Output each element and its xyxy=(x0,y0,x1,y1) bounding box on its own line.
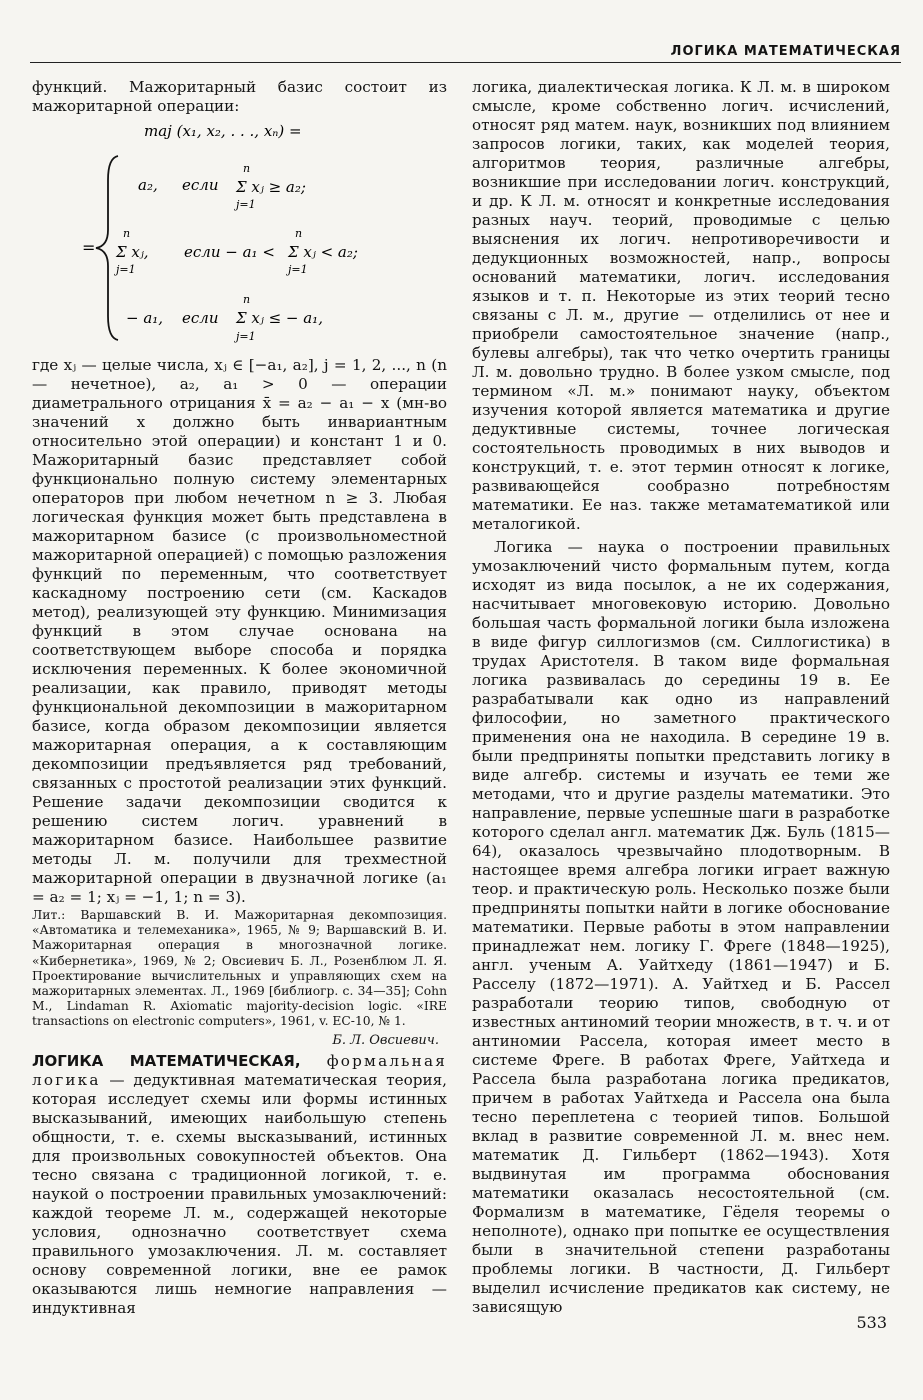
case3-condition: если xyxy=(182,309,219,327)
running-header xyxy=(30,36,901,63)
case1-sum-lower: j=1 xyxy=(236,198,256,211)
formula-drawing xyxy=(32,120,447,350)
case1-sum: Σ xⱼ ≥ a₂; xyxy=(236,178,306,196)
left-column xyxy=(32,78,447,1318)
case1-value: a₂, xyxy=(138,176,158,194)
case2-sum-lower-b: j=1 xyxy=(288,263,308,276)
majority-formula xyxy=(32,120,447,350)
case3-sum: Σ xⱼ ≤ − a₁, xyxy=(236,309,323,327)
running-header-title: ЛОГИКА МАТЕМАТИЧЕСКАЯ xyxy=(670,44,901,59)
article-author: Б. Л. Овсиевич. xyxy=(332,1032,439,1048)
entry-paragraph xyxy=(32,1052,447,1318)
entry-title: ЛОГИКА МАТЕМАТИЧЕСКАЯ, xyxy=(32,1051,301,1070)
case2-value: Σ xⱼ, xyxy=(116,243,149,261)
case2-sum-upper-b: n xyxy=(295,227,303,240)
case3-sum-lower: j=1 xyxy=(236,330,256,343)
formula-lhs: maj (x₁, x₂, . . ., xₙ) = xyxy=(144,122,302,140)
formula-equals: = xyxy=(82,238,96,257)
entry-alias: формальная логика xyxy=(32,1051,447,1089)
right-paragraph-1: логика, диалектическая логика. К Л. м. в широком смысле, кроме собственно логич. исчислений, относят ряд матем. наук, возникших под влиянием запросов логики, таких, как моделей теория, алгоритмов теория, различные алгебры, возникшие при исследовании логич. конструкций, и др. К Л. м. относят и конкретные исследования разных науч. теорий, проводимые с целью выяснения их логич. непротиворечивости и дедукционных возможностей, напр., вопросы оснований математики, логич. исследования языков и т. п. Некоторые из этих теорий тесно связаны с Л. м., другие — отделились от нее и приобрели самостоятельное значение (напр., булевы алгебры), так что четко очертить границы Л. м. довольно трудно. В более узком смысле, под термином «Л. м.» понимают науку, объектом изучения которой является математика и другие дедуктивные системы, точнее логическая состоятельность проводимых в них выводов и конструкций, т. е. этот термин относят к логике, развивающейся сообразно потребностям математики. Ее наз. также метаматематикой или металогикой. xyxy=(472,78,890,533)
case2-condition: если − a₁ < xyxy=(184,243,275,261)
case2-sum-upper-a: n xyxy=(123,227,131,240)
page-number: 533 xyxy=(856,1313,887,1332)
literature-references: Лит.: Варшавский В. И. Мажоритарная декомпозиция. «Автоматика и телемеханика», 1965, № 9; Варшавский В. И. Мажоритарная операция в многозначной логике. «Кибернетика», 1969, № 2; Овсиевич Б. Л., Розенблюм Л. Я. Проектирование вычислительных и управляющих схем на мажоритарных элементах. Л., 1969 [библиогр. с. 34—35]; Cohn M., Lindaman R. Axiomatic majority-decision logic. «IRE transactions on electronic computers», 1961, v. EC-10, № 1. xyxy=(32,908,447,1029)
entry-text: — дедуктивная математическая теория, которая исследует схемы или формы истинных высказываний, имеющих наибольшую степень общности, т. е. схемы высказываний, истинных для произвольных совокупностей объектов. Она тесно связана с традиционной логикой, т. е. наукой о построении правильных умозаключений: каждой теореме Л. м., содержащей некоторые условия, однозначно соответствует схема правильного умозаключения. Л. м. составляет основу современной логики, вне ее рамок оказываются лишь немногие направления — индуктивная xyxy=(32,1070,447,1317)
case2-sum-lower-a: j=1 xyxy=(116,263,136,276)
formula-brace xyxy=(96,156,118,340)
case3-value: − a₁, xyxy=(126,309,164,327)
case1-sum-upper: n xyxy=(243,162,251,175)
intro-text: функций. Мажоритарный базис состоит из мажоритарной операции: xyxy=(32,78,447,115)
case3-sum-upper: n xyxy=(243,293,251,306)
right-paragraph-2: Логика — наука о построении правильных умозаключений чисто формальным путем, когда исходят из вида посылок, а не их содержания, насчитывает многовековую историю. Довольно большая часть формальной логики была изложена в виде фигур силлогизмов (см. Силлогистика) в трудах Аристотеля. В таком виде формальная логика развивалась до середины 19 в. Ее разрабатывали как одно из направлений философии, но заметного практического применения она не находила. В середине 19 в. были предприняты попытки представить логику в виде алгебр. системы и изучать ее теми же методами, что и другие разделы математики. Это направление, первые успешные шаги в разработке которого сделал англ. математик Дж. Буль (1815—64), оказалось чрезвычайно плодотворным. В настоящее время алгебра логики играет важную теор. и практическую роль. Несколько позже были предприняты попытки найти в логике обоснование математики. Первые работы в этом направлении принадлежат нем. логику Г. Фреге (1848—1925), англ. ученым А. Уайтхеду (1861—1947) и Б. Расселу (1872—1971). А. Уайтхед и Б. Рассел разработали теорию типов, свободную от известных антиномий теории множеств, в т. ч. и от антиномии Рассела, которая имеет место в системе Фреге. В работах Фреге, Уайтхеда и Рассела была разработана логика предикатов, причем в работах Уайтхеда и Рассела она была тесно переплетена с теорией типов. Большой вклад в развитие современной Л. м. внес нем. математик Д. Гильберт (1862—1943). Хотя выдвинутая им программа обоснования математики оказалась несостоятельной (см. Формализм в математике, Гёделя теоремы о неполноте), однако при попытке ее осуществления были в значительной степени разработаны проблемы логики. В частности, Д. Гильберт выделил исчисление предикатов как систему, не зависящую xyxy=(472,538,890,1316)
left-body-paragraph: где xⱼ — целые числа, xⱼ ∈ [−a₁, a₂], j = 1, 2, ..., n (n — нечетное), a₂, a₁ > 0 — операции диаметрального отрицания x̄ = a₂ − a₁ − x (мн-во значений x должно быть инвариантным относительно этой операции) и констант 1 и 0. Мажоритарный базис представляет собой функционально полную систему элементарных операторов при любом нечетном n ≥ 3. Любая логическая функция может быть представлена в мажоритарном базисе (с произвольноместной мажоритарной операцией) с помощью разложения функций по переменным, что соответствует каскадному построению сети (см. Каскадов метод), реализующей эту функцию. Минимизация функций в этом случае основана на соответствующем выборе способа и порядка исключения переменных. К более экономичной реализации, как правило, приводят методы функциональной декомпозиции в мажоритарном базисе, когда образом декомпозиции является мажоритарная операция, а к составляющим декомпозиции предъявляется ряд требований, связанных с простотой реализации этих функций. Решение задачи декомпозиции сводится к решению систем логич. уравнений в мажоритарном базисе. Наибольшее развитие методы Л. м. получили для трехместной мажоритарной операции в двузначной логике (a₁ = a₂ = 1; xⱼ = −1, 1; n = 3). xyxy=(32,356,447,906)
right-column xyxy=(472,78,890,1317)
case1-condition: если xyxy=(182,176,219,194)
case2-sum: Σ xⱼ < a₂; xyxy=(288,243,358,261)
